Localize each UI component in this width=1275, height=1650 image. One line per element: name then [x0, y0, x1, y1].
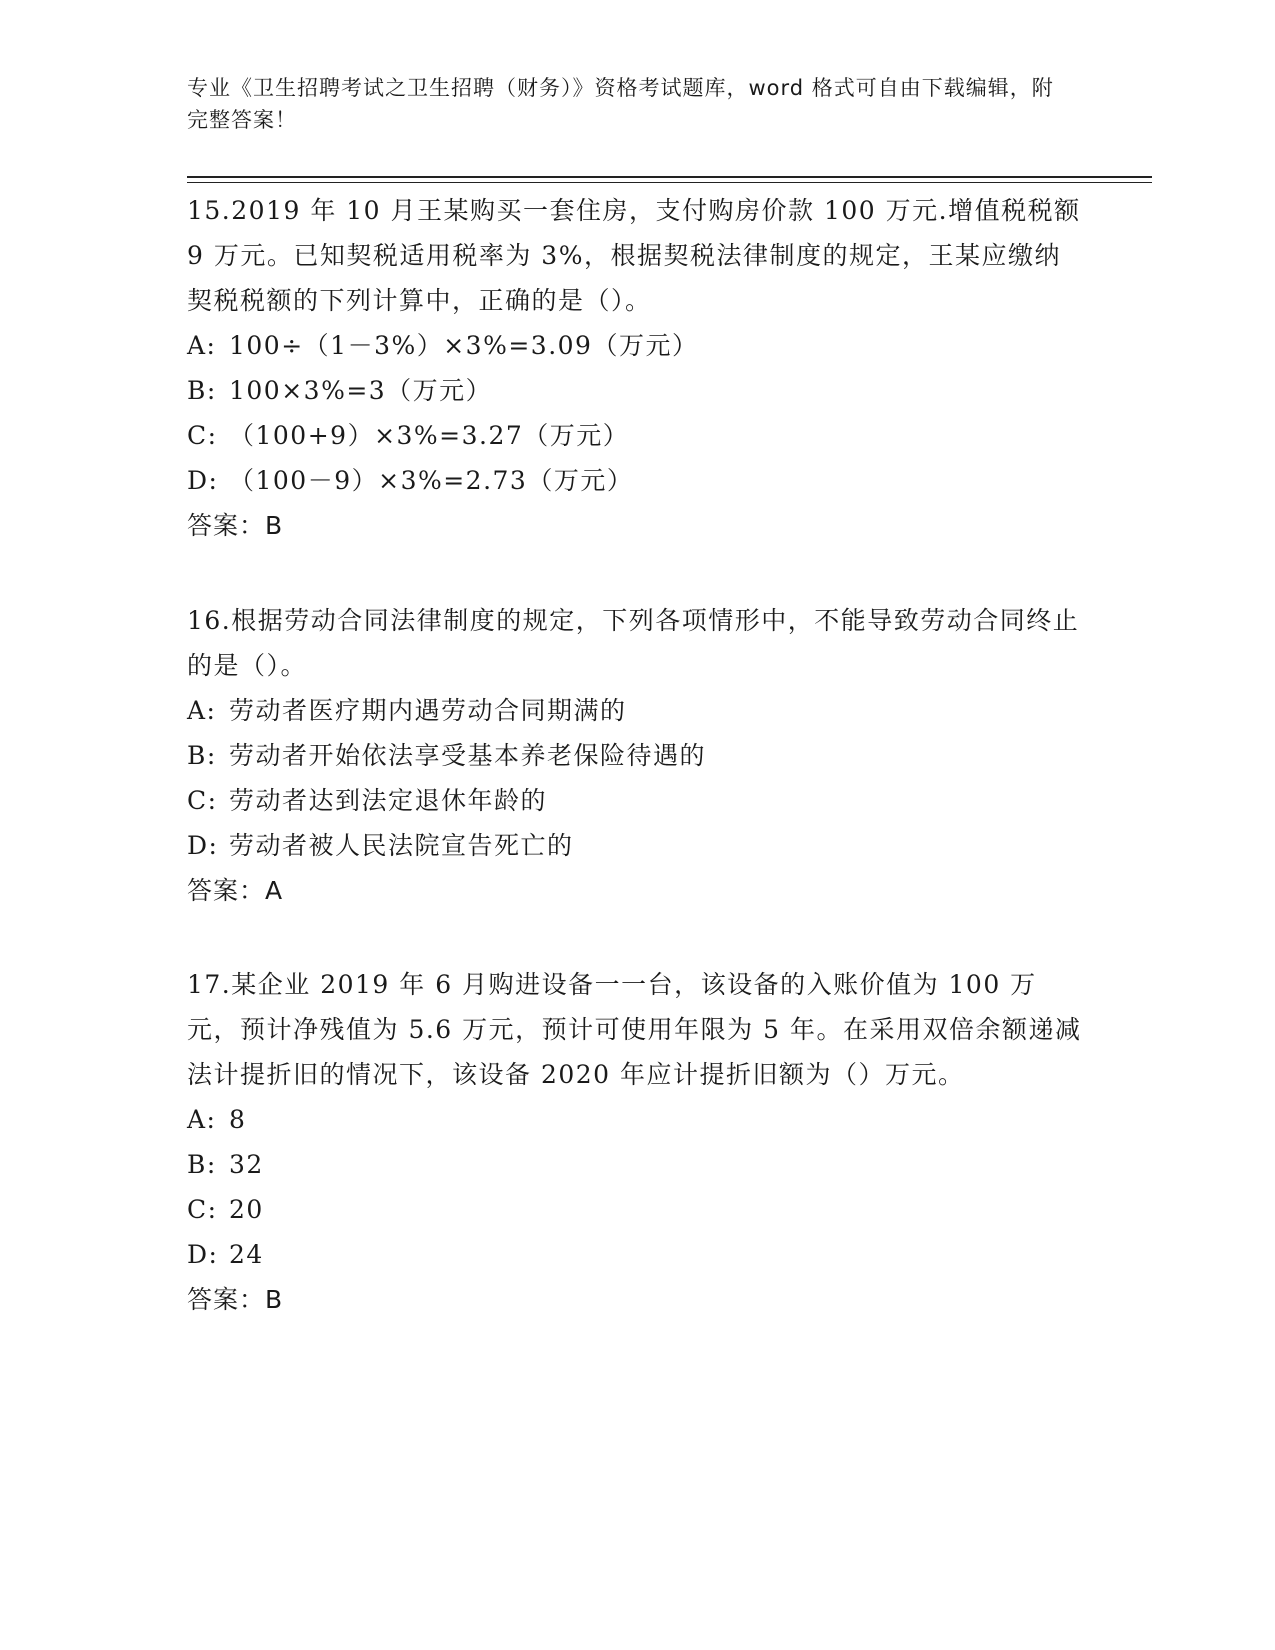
- option-letter: D:: [187, 1240, 219, 1269]
- question-stem: 15.2019 年 10 月王某购买一套住房，支付购房价款 100 万元.增值税税额 9 万元。已知契税适用税率为 3%，根据契税法律制度的规定，王某应缴纳契税税额的下列计算中，正确的是（）。: [187, 196, 1081, 315]
- option-text: 劳动者医疗期内遇劳动合同期满的: [229, 696, 627, 725]
- question-stem: 16.根据劳动合同法律制度的规定，下列各项情形中，不能导致劳动合同终止的是（）。: [187, 606, 1080, 680]
- option-letter: B:: [187, 741, 217, 770]
- question-15: [187, 188, 1087, 548]
- option-c: [187, 1187, 1087, 1232]
- option-text: 24: [229, 1240, 264, 1269]
- option-b: [187, 733, 1087, 778]
- option-letter: A:: [187, 696, 217, 725]
- option-letter: A:: [187, 1105, 217, 1134]
- option-text: 100÷（1－3%）×3%=3.09（万元）: [229, 331, 699, 360]
- answer-line: 答案：B: [187, 1285, 284, 1314]
- option-c: [187, 413, 1087, 458]
- header-divider: [187, 176, 1152, 178]
- option-letter: D:: [187, 466, 219, 495]
- option-d: [187, 1232, 1087, 1277]
- option-text: 32: [229, 1150, 264, 1179]
- option-letter: C:: [187, 421, 218, 450]
- option-b: [187, 368, 1087, 413]
- option-text: 20: [229, 1195, 264, 1224]
- question-stem: 17.某企业 2019 年 6 月购进设备一一台，该设备的入账价值为 100 万元，预计净残值为 5.6 万元，预计可使用年限为 5 年。在采用双倍余额递减法计提折旧的情况下，该设备 2020 年应计提折旧额为（）万元。: [187, 970, 1082, 1089]
- option-b: [187, 1142, 1087, 1187]
- option-text: （100－9）×3%=2.73（万元）: [229, 466, 634, 495]
- option-text: （100+9）×3%=3.27（万元）: [229, 421, 630, 450]
- option-text: 100×3%=3（万元）: [229, 376, 493, 405]
- question-16: [187, 598, 1087, 913]
- option-letter: C:: [187, 786, 218, 815]
- option-d: [187, 823, 1087, 868]
- option-a: [187, 688, 1087, 733]
- option-text: 劳动者达到法定退休年龄的: [229, 786, 548, 815]
- option-text: 8: [229, 1105, 247, 1134]
- option-letter: D:: [187, 831, 219, 860]
- option-d: [187, 458, 1087, 503]
- answer-line: 答案：B: [187, 511, 284, 540]
- option-letter: B:: [187, 1150, 217, 1179]
- option-a: [187, 1097, 1087, 1142]
- document-header: 专业《卫生招聘考试之卫生招聘（财务）》资格考试题库，word 格式可自由下载编辑，附完整答案！: [187, 76, 1054, 132]
- question-17: [187, 962, 1087, 1322]
- option-letter: B:: [187, 376, 217, 405]
- answer-line: 答案：A: [187, 876, 284, 905]
- option-text: 劳动者被人民法院宣告死亡的: [229, 831, 574, 860]
- header-divider-thin: [187, 182, 1152, 183]
- option-text: 劳动者开始依法享受基本养老保险待遇的: [229, 741, 707, 770]
- option-c: [187, 778, 1087, 823]
- option-letter: A:: [187, 331, 217, 360]
- option-a: [187, 323, 1087, 368]
- option-letter: C:: [187, 1195, 218, 1224]
